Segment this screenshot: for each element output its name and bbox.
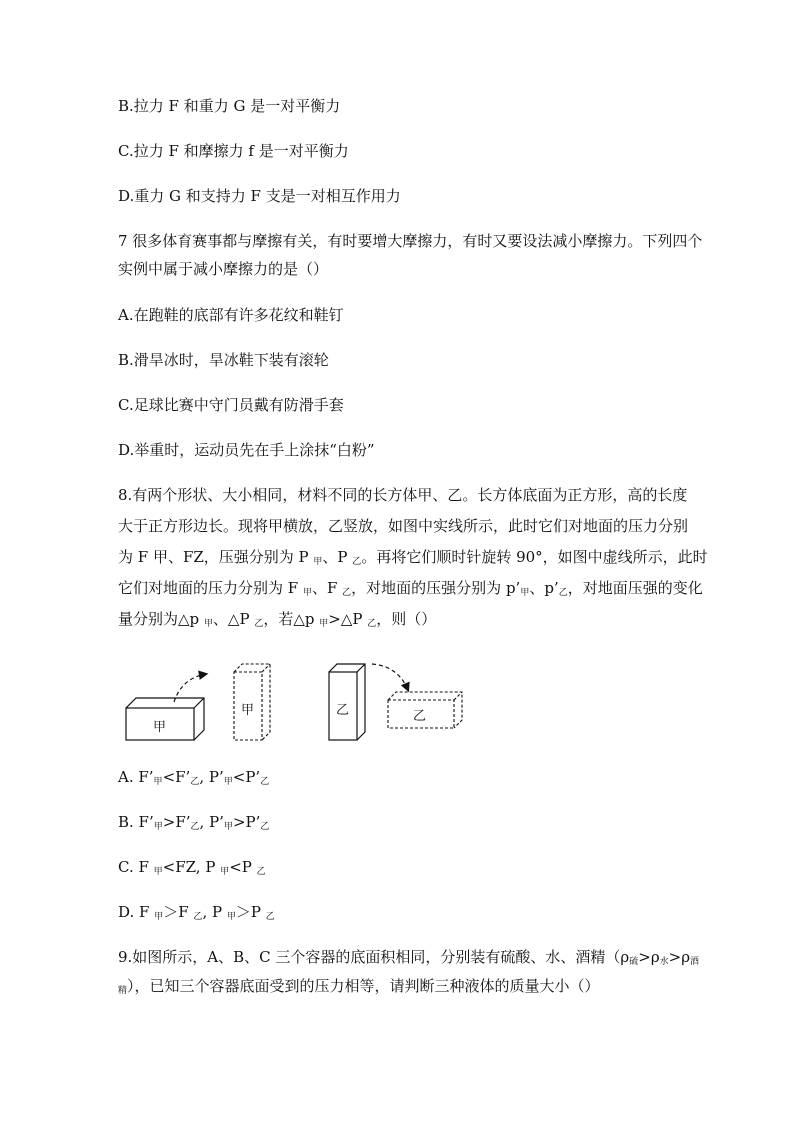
q8-figure bbox=[0, 652, 794, 772]
q8-stem-line-5: 量分别为△p $_甲$、△P $_乙$，若△p $_甲$>△P $_乙$，则（） bbox=[118, 610, 437, 629]
q7-option-d: D.举重时，运动员先在手上涂抹“白粉” bbox=[118, 441, 375, 459]
q7-option-b: B.滑旱冰时，旱冰鞋下装有滚轮 bbox=[118, 351, 329, 369]
q8-option-d: D. F $_甲$＞F $_乙$, P $_甲$＞P $_乙$ bbox=[118, 903, 275, 922]
q6-option-b: B.拉力 F 和重力 G 是一对平衡力 bbox=[118, 97, 341, 115]
q7-stem-line-2: 实例中属于减小摩擦力的是（） bbox=[118, 260, 329, 278]
box-jia-label-1: 甲 bbox=[153, 720, 167, 735]
q8-option-c: C. F $_甲$<FZ, P $_甲$<P $_乙$ bbox=[118, 858, 266, 877]
q8-stem-line-2: 大于正方形边长。现将甲横放，乙竖放，如图中实线所示，此时它们对地面的压力分别 bbox=[118, 517, 689, 535]
q9-stem-line-1: 9.如图所示，A、B、C 三个容器的底面积相同，分别装有硫酸、水、酒精（$\rho_硫>\rho_水>\rho_酒$ bbox=[118, 948, 700, 967]
q6-option-c: C.拉力 F 和摩擦力 f 是一对平衡力 bbox=[118, 142, 349, 160]
q8-stem-line-1: 8.有两个形状、大小相同，材料不同的长方体甲、乙。长方体底面为正方形，高的长度 bbox=[118, 486, 688, 504]
q6-option-d: D.重力 G 和支持力 F 支是一对相互作用力 bbox=[118, 187, 401, 205]
box-yi-label-1: 乙 bbox=[336, 703, 350, 718]
q7-option-a: A.在跑鞋的底部有许多花纹和鞋钉 bbox=[118, 306, 344, 324]
q8-option-a: A. $F’_甲<F’_乙$, $P’_甲<P’_乙$ bbox=[118, 768, 270, 787]
q8-stem-line-4: 它们对地面的压力分别为 F $_甲$、F $_乙$，对地面的压强分别为 $p’_甲$、$p’_乙$，对地面压强的变化 bbox=[118, 579, 703, 598]
box-yi-label-2: 乙 bbox=[413, 709, 427, 724]
box-jia-vertical bbox=[234, 664, 270, 740]
rotation-arrow-yi bbox=[372, 664, 408, 690]
q7-option-c: C.足球比赛中守门员戴有防滑手套 bbox=[118, 396, 344, 414]
box-yi-vertical bbox=[329, 664, 365, 740]
q8-option-b: B. $F’_甲>F’_乙$, $P’_甲>P’_乙$ bbox=[118, 813, 270, 832]
box-jia-label-2: 甲 bbox=[241, 703, 255, 718]
q7-stem-line-1: 7 很多体育赛事都与摩擦有关，有时要增大摩擦力，有时又要设法减小摩擦力。下列四个 bbox=[118, 232, 703, 250]
q9-stem-line-2: $_精$），已知三个容器底面受到的压力相等，请判断三种液体的质量大小（） bbox=[118, 977, 600, 996]
q8-stem-line-3: 为 F 甲、FZ，压强分别为 P $_甲$、P $_乙$。再将它们顺时针旋转 90°，如图中虚线所示，此时 bbox=[118, 548, 708, 567]
